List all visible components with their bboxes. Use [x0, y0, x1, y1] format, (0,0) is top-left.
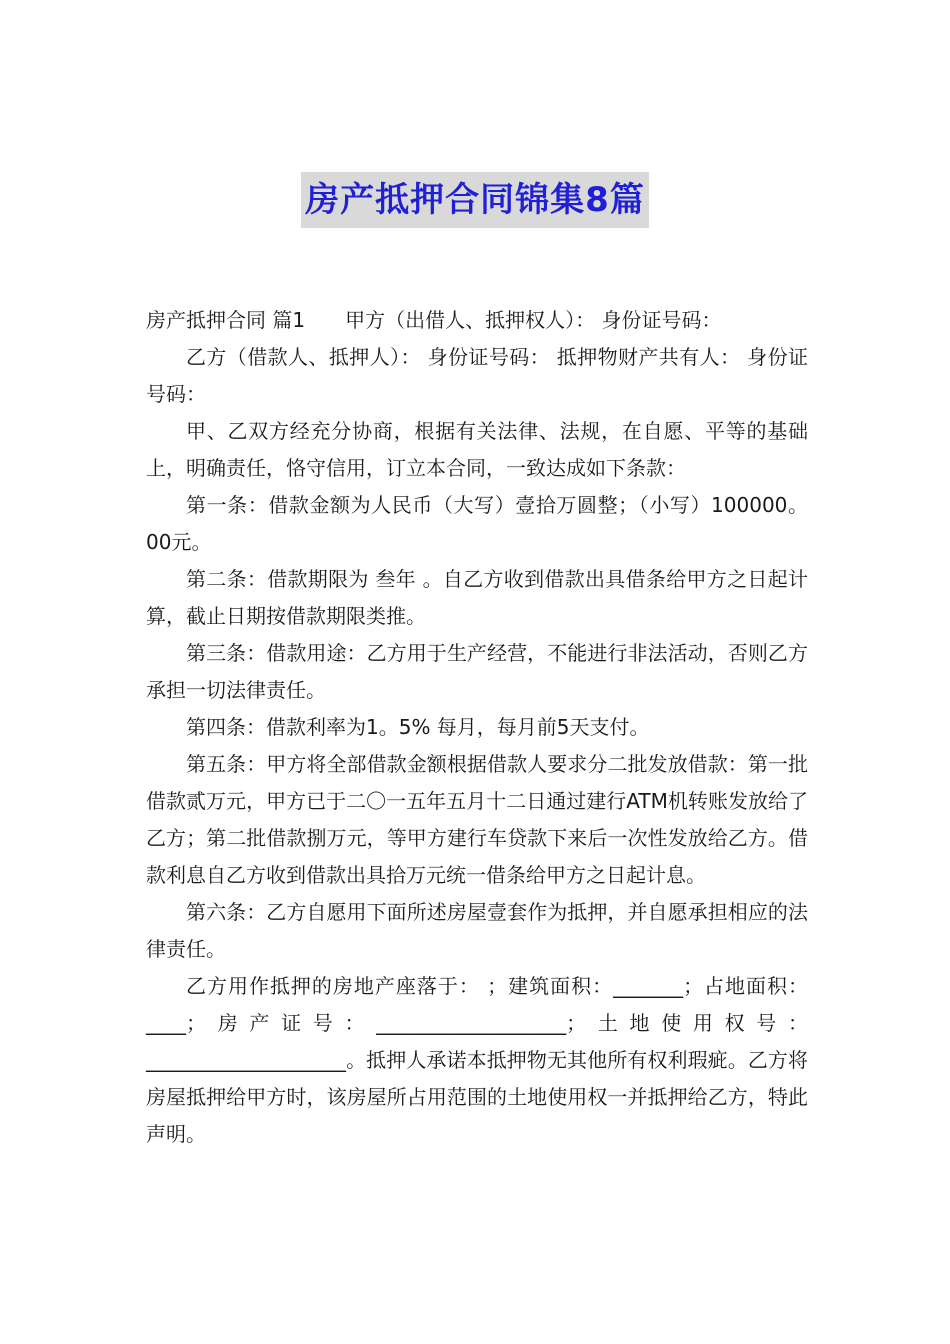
paragraph-article-1: 第一条：借款金额为人民币（大写）壹拾万圆整；（小写）100000。00元。: [146, 493, 808, 554]
paragraph-party-b: 乙方（借款人、抵押人）： 身份证号码： 抵押物财产共有人： 身份证号码：: [146, 345, 808, 406]
document-title: 房产抵押合同锦集8篇: [301, 172, 649, 228]
paragraph-preamble: 甲、乙双方经充分协商，根据有关法律、法规，在自愿、平等的基础上，明确责任，恪守信用，订立本合同，一致达成如下条款：: [146, 419, 808, 480]
paragraph-article-6: 第六条：乙方自愿用下面所述房屋壹套作为抵押，并自愿承担相应的法律责任。: [146, 900, 808, 961]
paragraph-article-4: 第四条：借款利率为1。5% 每月，每月前5天支付。: [186, 715, 650, 739]
paragraph-collateral: 乙方用作抵押的房地产座落于： ；建筑面积：_______；占地面积：____；房产证号：___________________；土地使用权号：____________________。抵押人承诺本抵押物无其他所有权利瑕疵。乙方将房屋抵押给甲方时，该房屋所占用范围的土地使用权一并抵押给乙方，特此声明。: [146, 974, 808, 1146]
paragraph-party-a: [146, 302, 808, 339]
paragraph-article-5: 第五条：甲方将全部借款金额根据借款人要求分二批发放借款：第一批借款贰万元，甲方已于二〇一五年五月十二日通过建行ATM机转账发放给了乙方；第二批借款捌万元，等甲方建行车贷款下来后一次性发放给乙方。借款利息自乙方收到借款出具拾万元统一借条给甲方之日起计息。: [146, 752, 808, 887]
document-body: [146, 302, 808, 1153]
paragraph-text: 甲方（出借人、抵押权人）： 身份证号码：: [345, 308, 722, 332]
title-container: [0, 172, 950, 228]
paragraph-article-3: 第三条：借款用途：乙方用于生产经营，不能进行非法活动，否则乙方承担一切法律责任。: [146, 641, 808, 702]
section-label: 房产抵押合同 篇1: [146, 308, 306, 332]
paragraph-article-2: 第二条：借款期限为 叁年 。自乙方收到借款出具借条给甲方之日起计算，截止日期按借款期限类推。: [146, 567, 808, 628]
